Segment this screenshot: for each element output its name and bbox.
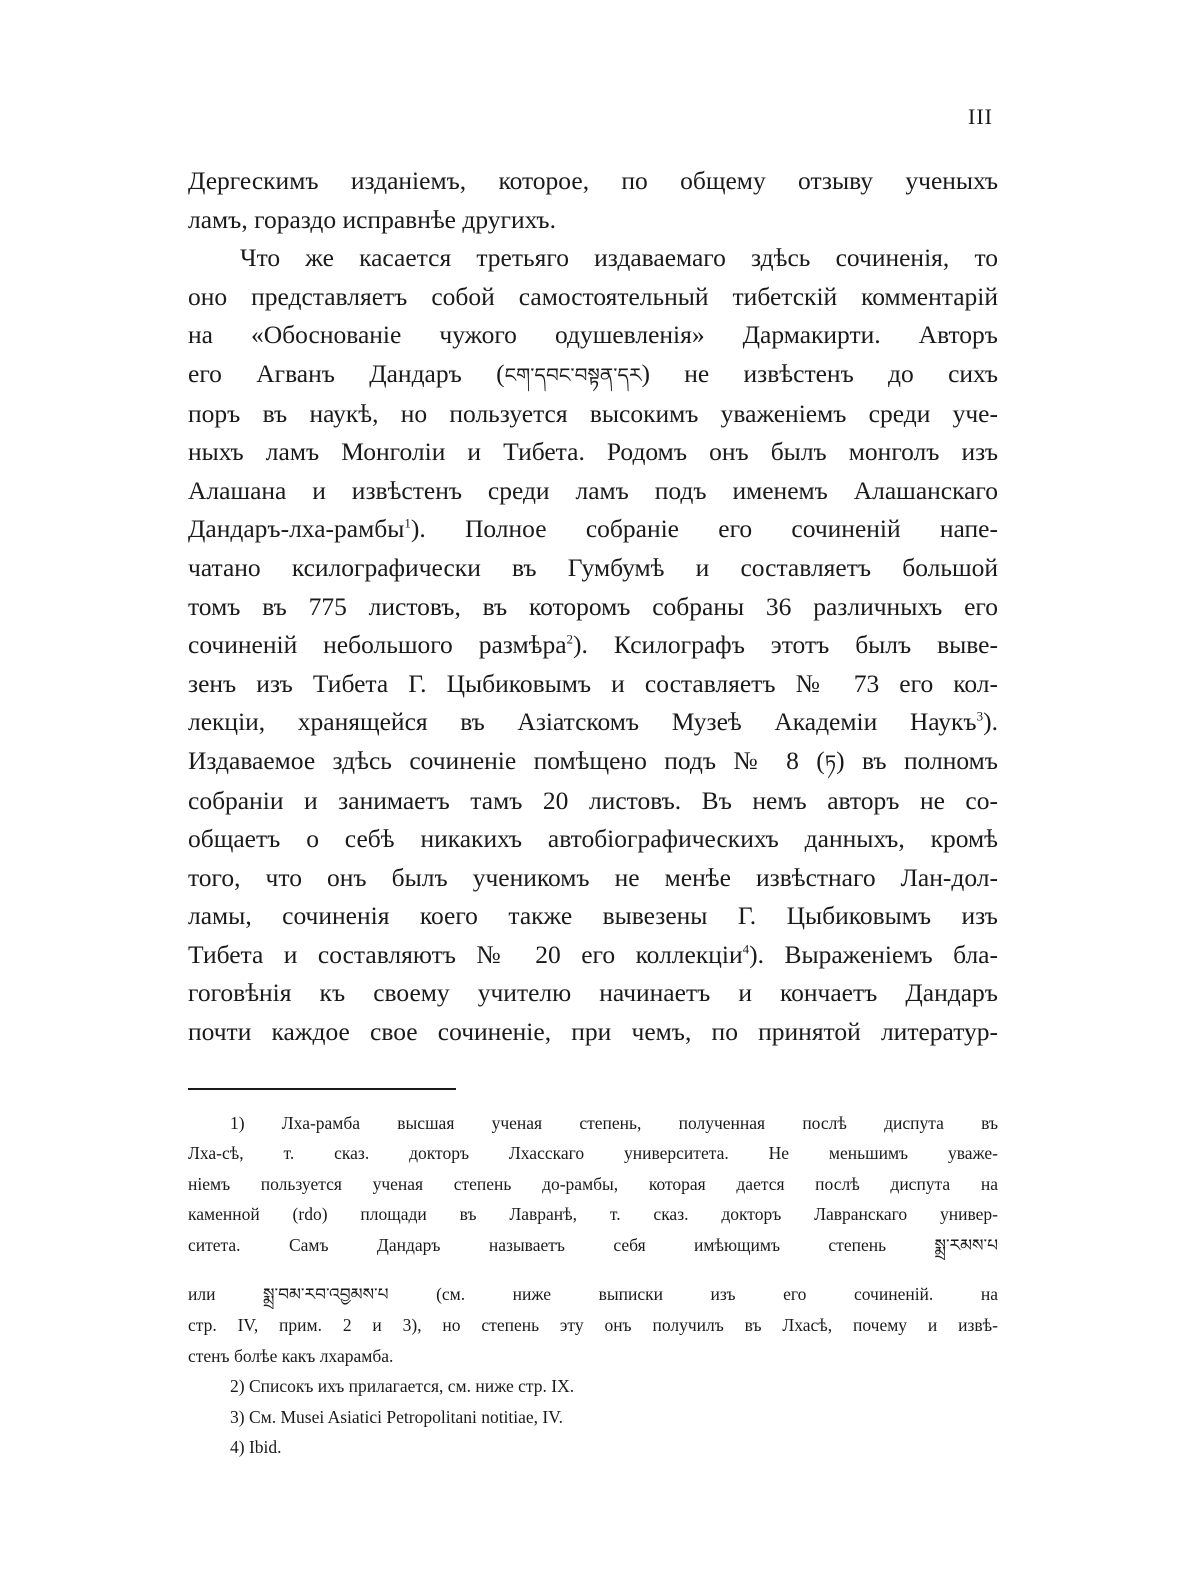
- footnote-text: (см. ниже выписки изъ его сочиненій. на: [388, 1284, 998, 1305]
- footnote-1-line: каменной (rdo) площади въ Лавранѣ, т. сказ. докторъ Лавранскаго универ-: [188, 1204, 998, 1225]
- footnote-1-line: 1) Лха-рамба высшая ученая степень, полученная послѣ диспута въ: [230, 1113, 998, 1133]
- body-text: ). Выраженіемъ бла-: [749, 939, 998, 969]
- body-line: оно представляетъ собой самостоятельный тибетскій комментарій: [188, 281, 998, 311]
- body-line: того, что онъ былъ ученикомъ не менѣе извѣстнаго Лан-дол-: [188, 862, 998, 892]
- body-line: Что же касается третьяго издаваемаго здѣсь сочиненія, то: [240, 243, 998, 273]
- body-line: [188, 510, 998, 549]
- footnote-text: ситета. Самъ Дандаръ называетъ себя имѣющимъ степень: [188, 1234, 935, 1255]
- body-line: ламы, сочиненія коего также вывезены Г. Цыбиковымъ изъ: [188, 901, 998, 931]
- body-line: поръ въ наукѣ, но пользуется высокимъ уваженіемъ среди уче-: [188, 398, 998, 428]
- tibetan-term: སྨྲ་རམས་པ: [934, 1235, 998, 1256]
- footnote-3: 3) См. Musei Asiatici Petropolitani notitiae, IV.: [230, 1406, 564, 1427]
- tibetan-numeral: ཏ: [824, 749, 837, 774]
- footnote-2: 2) Списокъ ихъ прилагается, см. ниже стр. IX.: [230, 1376, 575, 1397]
- page-number: III: [968, 104, 993, 129]
- body-line: томъ въ 775 листовъ, въ которомъ собраны 36 различныхъ его: [188, 591, 998, 621]
- body-text: ). Полное собраніе его сочиненій напе-: [410, 514, 998, 544]
- footnote-ref: 4: [742, 941, 750, 957]
- footnote-ref: 1: [404, 515, 411, 531]
- footnote-4: 4) Ibid.: [230, 1437, 282, 1458]
- body-line: гоговѣнія къ своему учителю начинаетъ и кончаетъ Дандаръ: [188, 978, 998, 1008]
- footnote-ref: 3: [976, 708, 984, 724]
- body-line: ламъ, гораздо исправнѣе другихъ.: [188, 204, 556, 234]
- footnote-1-line: Лха-сѣ, т. сказ. докторъ Лхасскаго университета. Не меньшимъ уваже-: [188, 1143, 998, 1164]
- body-text: ).: [983, 707, 998, 737]
- tibetan-term: སྨྲ་བམ་རབ་འབྱམས་པ: [263, 1285, 389, 1306]
- body-line: почти каждое свое сочиненіе, при чемъ, по принятой литератур-: [188, 1017, 998, 1047]
- body-text: Издаваемое здѣсь сочиненіе помѣщено подъ № 8 (: [188, 745, 825, 775]
- footnote-1-line: стр. IV, прим. 2 и 3), но степень эту онъ получилъ въ Лхасѣ, почему и извѣ-: [188, 1315, 998, 1336]
- footnote-1-line: [188, 1230, 998, 1261]
- body-line: ныхъ ламъ Монголіи и Тибета. Родомъ онъ былъ монголъ изъ: [188, 437, 998, 467]
- body-text: лекціи, хранящейся въ Азіатскомъ Музеѣ Академіи Наукъ: [188, 707, 977, 737]
- body-text: ) не извѣстенъ до сихъ: [641, 358, 999, 388]
- body-line: зенъ изъ Тибета Г. Цыбиковымъ и составляетъ № 73 его кол-: [188, 668, 998, 698]
- body-line: собраніи и занимаетъ тамъ 20 листовъ. Въ немъ авторъ не со-: [188, 785, 998, 815]
- body-line: Дергескимъ изданіемъ, которое, по общему отзыву ученыхъ: [188, 166, 998, 195]
- body-text: Тибета и составляютъ № 20 его коллекціи: [188, 939, 743, 969]
- main-text: [188, 162, 998, 1052]
- body-line: [188, 703, 998, 742]
- body-line: [188, 936, 998, 975]
- body-line: Алашана и извѣстенъ среди ламъ подъ именемъ Алашанскаго: [188, 475, 998, 505]
- body-text: сочиненій небольшого размѣра: [188, 630, 567, 660]
- body-line: [188, 742, 998, 782]
- body-line: [188, 626, 998, 665]
- body-line: на «Обоснованіе чужого одушевленія» Дармакирти. Авторъ: [188, 320, 998, 350]
- body-text: ) въ полномъ: [836, 745, 998, 775]
- body-line: чатано ксилографически въ Гумбумѣ и составляетъ большой: [188, 552, 998, 582]
- footnote-1-line: стенъ болѣе какъ лхарамба.: [188, 1345, 394, 1366]
- body-text: его Агванъ Дандаръ (: [188, 358, 505, 388]
- body-line: общаетъ о себѣ никакихъ автобіографическихъ данныхъ, кромѣ: [188, 824, 998, 854]
- body-line: [188, 355, 998, 395]
- footnote-divider: [188, 1088, 456, 1090]
- footnote-text: или: [188, 1284, 264, 1305]
- footnote-ref: 2: [566, 631, 574, 647]
- body-text: Дандаръ-лха-рамбы: [188, 514, 405, 544]
- footnote-1-line: [188, 1279, 998, 1310]
- footnotes: [188, 1108, 998, 1462]
- body-text: ). Ксилографъ этотъ былъ выве-: [573, 630, 998, 660]
- tibetan-name: ངག་དབང་བསྟན་དར: [504, 362, 642, 387]
- footnote-1-line: ніемъ пользуется ученая степень до-рамбы, которая дается послѣ диспута на: [188, 1173, 998, 1194]
